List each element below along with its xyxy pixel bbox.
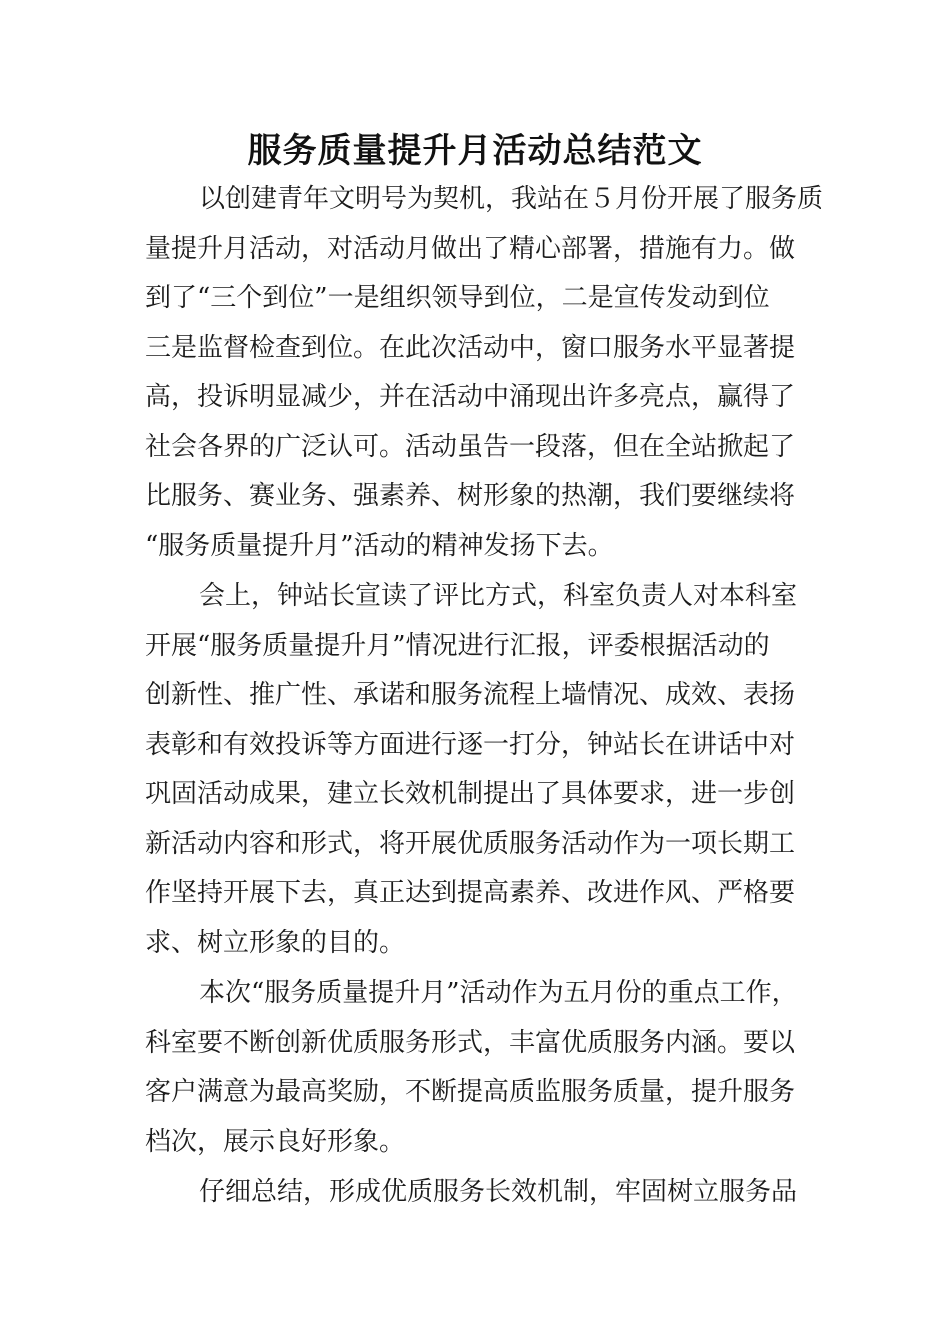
paragraph-line: “服务质量提升月”活动的精神发扬下去。 (145, 530, 614, 561)
paragraph-line: 作坚持开展下去，真正达到提高素养、改进作风、严格要 (145, 878, 796, 908)
paragraph-2 (145, 572, 810, 968)
document-body (145, 175, 824, 1219)
paragraph-line: 客户满意为最高奖励，不断提高质监服务质量，提升服务 (145, 1077, 796, 1107)
paragraph-line: 开展“服务质量提升月”情况进行汇报，评委根据活动的 (145, 630, 770, 661)
paragraph-line: 到了“三个到位”一是组织领导到位，二是宣传发动到位 (145, 283, 770, 313)
document-title: 服务质量提升月活动总结范文 (247, 131, 703, 171)
paragraph-line: 比服务、赛业务、强素养、树形象的热潮，我们要继续将 (145, 481, 796, 511)
paragraph-line: 本次“服务质量提升月”活动作为五月份的重点工作， (199, 978, 798, 1008)
paragraph-line: 科室要不断创新优质服务形式，丰富优质服务内涵。要以 (145, 1027, 796, 1058)
paragraph-line: 社会各界的广泛认可。活动虽告一段落，但在全站掀起了 (145, 431, 796, 462)
paragraph-4 (145, 1168, 810, 1218)
paragraph-line: 表彰和有效投诉等方面进行逐一打分，钟站长在讲话中对 (145, 729, 796, 760)
paragraph-line: 量提升月活动，对活动月做出了精心部署，措施有力。做 (145, 233, 796, 264)
paragraph-line: 高，投诉明显减少，并在活动中涌现出许多亮点，赢得了 (145, 382, 796, 412)
paragraph-line: 会上，钟站长宣读了评比方式，科室负责人对本科室 (199, 581, 798, 611)
paragraph-line: 新活动内容和形式，将开展优质服务活动作为一项长期工 (145, 828, 796, 859)
paragraph-1 (145, 175, 824, 571)
paragraph-line: 档次，展示良好形象。 (145, 1126, 406, 1157)
paragraph-line: 巩固活动成果，建立长效机制提出了具体要求，进一步创 (145, 779, 796, 809)
paragraph-line: 三是监督检查到位。在此次活动中，窗口服务水平显著提 (145, 332, 796, 363)
paragraph-3 (145, 969, 810, 1167)
paragraph-line: 仔细总结，形成优质服务长效机制，牢固树立服务品 (199, 1177, 798, 1207)
paragraph-line: 以创建青年文明号为契机，我站在５月份开展了服务质 (199, 184, 824, 214)
paragraph-line: 求、树立形象的目的。 (145, 927, 406, 958)
paragraph-line: 创新性、推广性、承诺和服务流程上墙情况、成效、表扬 (145, 680, 796, 710)
